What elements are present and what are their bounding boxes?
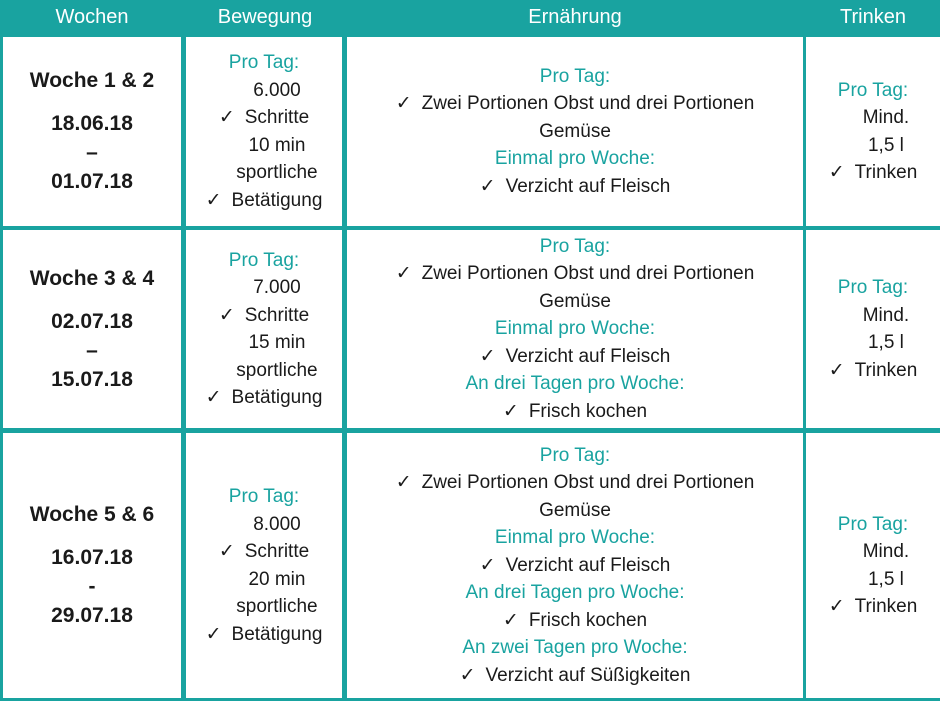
ernaehrung-label-weekly: Einmal pro Woche: — [494, 148, 656, 170]
ernaehrung-label-daily: Pro Tag: — [539, 444, 611, 466]
bewegung-label: Pro Tag: — [228, 486, 300, 507]
ernaehrung-label-daily: Pro Tag: — [539, 65, 611, 87]
date-end: 29.07.18 — [51, 604, 133, 627]
trinken-cell-3 — [806, 433, 940, 698]
header-wochen: Wochen — [55, 5, 129, 28]
fleisch-item: ✓ Verzicht auf Fleisch — [480, 343, 671, 371]
trinken-label: Pro Tag: — [837, 277, 909, 298]
ernaehrung-label-daily: Pro Tag: — [539, 235, 611, 257]
checkmark-icon: ✓ — [479, 345, 496, 367]
obst-gemuese-item: ✓ Zwei Portionen Obst und drei Portionen Gemüse — [396, 469, 755, 524]
week-cell-3 — [3, 433, 181, 698]
ernaehrung-cell-3 — [347, 433, 803, 698]
date-start: 16.07.18 — [51, 546, 133, 569]
trinken-item: ✓Mind. 1,5 l Trinken — [829, 104, 918, 187]
trinken-label: Pro Tag: — [837, 79, 909, 101]
checkmark-icon: ✓ — [218, 107, 235, 128]
checkmark-icon: ✓ — [395, 93, 412, 115]
checkmark-icon: ✓ — [205, 623, 222, 645]
kochen-item: ✓ Frisch kochen — [503, 398, 647, 426]
checkmark-icon: ✓ — [395, 472, 412, 494]
ernaehrung-label-three-days: An drei Tagen pro Woche: — [465, 582, 685, 604]
date-separator: - — [88, 575, 96, 598]
obst-gemuese-item: ✓ Zwei Portionen Obst und drei Portionen Gemüse — [396, 90, 755, 145]
checkmark-icon: ✓ — [205, 189, 222, 211]
sport-item: ✓15 min sportliche Betätigung — [206, 329, 323, 412]
checkmark-icon: ✓ — [218, 541, 235, 562]
bewegung-label: Pro Tag: — [228, 249, 300, 271]
checkmark-icon: ✓ — [828, 596, 845, 617]
ernaehrung-cell-1 — [347, 37, 803, 226]
checkmark-icon: ✓ — [828, 162, 845, 183]
trinken-cell-1 — [806, 37, 940, 226]
ernaehrung-label-weekly: Einmal pro Woche: — [494, 318, 656, 340]
week-title: Woche 3 & 4 — [29, 266, 155, 290]
fleisch-item: ✓ Verzicht auf Fleisch — [480, 173, 671, 201]
sport-item: ✓20 min sportliche Betätigung — [206, 566, 323, 649]
week-cell-1 — [3, 37, 181, 226]
bewegung-label: Pro Tag: — [228, 52, 300, 73]
steps-item: ✓7.000 Schritte — [219, 274, 309, 329]
date-start: 02.07.18 — [51, 309, 133, 333]
week-title: Woche 1 & 2 — [29, 69, 155, 92]
bewegung-cell-1 — [186, 37, 342, 226]
date-separator: – — [86, 141, 98, 164]
trinken-cell-2 — [806, 230, 940, 428]
date-end: 01.07.18 — [51, 170, 133, 193]
obst-gemuese-item: ✓ Zwei Portionen Obst und drei Portionen Gemüse — [396, 260, 755, 315]
checkmark-icon: ✓ — [479, 175, 496, 197]
bewegung-cell-2 — [186, 230, 342, 428]
checkmark-icon: ✓ — [205, 387, 222, 408]
ernaehrung-label-weekly: Einmal pro Woche: — [494, 527, 656, 549]
ernaehrung-label-two-days: An zwei Tagen pro Woche: — [462, 637, 688, 659]
trinken-item: ✓Mind. 1,5 l Trinken — [829, 302, 918, 385]
date-start: 18.06.18 — [51, 112, 133, 135]
date-separator: – — [86, 338, 98, 362]
header-ernaehrung: Ernährung — [528, 5, 622, 28]
checkmark-icon: ✓ — [218, 304, 235, 326]
checkmark-icon: ✓ — [502, 400, 519, 422]
week-cell-2 — [3, 230, 181, 428]
date-end: 15.07.18 — [51, 367, 133, 391]
checkmark-icon: ✓ — [828, 359, 845, 381]
ernaehrung-cell-2 — [347, 230, 803, 428]
fleisch-item: ✓ Verzicht auf Fleisch — [480, 552, 671, 580]
checkmark-icon: ✓ — [479, 554, 496, 576]
checkmark-icon: ✓ — [502, 609, 519, 631]
kochen-item: ✓ Frisch kochen — [503, 607, 647, 635]
trinken-item: ✓Mind. 1,5 l Trinken — [829, 538, 918, 621]
suessigkeiten-item: ✓ Verzicht auf Süßigkeiten — [460, 662, 691, 690]
trinken-label: Pro Tag: — [837, 513, 909, 535]
week-title: Woche 5 & 6 — [29, 503, 155, 526]
header-bewegung: Bewegung — [217, 5, 313, 28]
checkmark-icon: ✓ — [395, 263, 412, 285]
ernaehrung-label-three-days: An drei Tagen pro Woche: — [465, 373, 685, 395]
steps-item: ✓6.000 Schritte — [219, 77, 309, 132]
sport-item: ✓10 min sportliche Betätigung — [206, 132, 323, 215]
steps-item: ✓8.000 Schritte — [219, 511, 309, 566]
header-trinken: Trinken — [840, 5, 906, 28]
checkmark-icon: ✓ — [459, 664, 476, 686]
bewegung-cell-3 — [186, 433, 342, 698]
